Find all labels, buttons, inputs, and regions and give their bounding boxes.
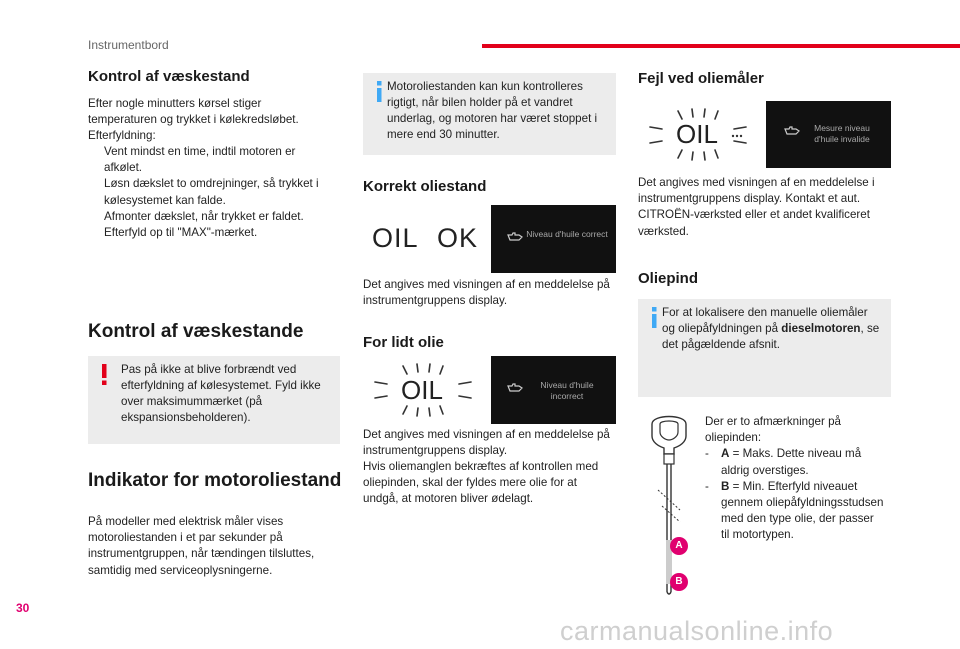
cluster-message: Niveau d'huile correct [526,229,608,239]
dipstick-intro: Der er to afmærkninger på oliepinden: [705,415,841,445]
list-item: Efterfyld op til "MAX"-mærket. [104,226,258,240]
marker-b: B [670,573,688,591]
info-box-oil-check [363,73,616,155]
gauge-fault-indicator [638,101,766,168]
low-oil-text-1: Det angives med visningen af en meddelelse på instrumentgruppens display. [363,428,610,458]
header-accent-bar [482,44,960,48]
low-oil-text-2: Hvis oliemanglen bekræftes af kontrollen med oliepinden, skal der fyldes mere olie for at undgå, at motoren bliver ødelagt. [363,460,599,506]
oil-ok-display-panel [363,205,616,273]
footer-watermark: carmanualsonline.info [560,616,834,646]
oil-label: OIL [401,375,443,405]
ok-label: OK [437,223,479,253]
warning-text: Pas på ikke at blive forbrændt ved efterfyldning af kølesystemet. Fyld ikke over maksimummærket (på ekspansionsbeholderen). [121,363,321,424]
cluster-message: Mesure niveau d'huile invalide [814,123,870,144]
dipstick-markings [705,414,885,544]
marker-a: A [670,537,688,555]
warning-icon [94,362,116,386]
dipstick-info-text: For at lokalisere den manuelle oliemåler og oliepåfyldningen på dieselmotoren, se det pågældende afsnit. [662,306,880,351]
refill-label: Efterfyldning: [88,129,156,142]
dipstick-illustration [640,410,700,600]
info-box-dipstick [638,299,891,397]
section-title-gauge-fault: Fejl ved oliemåler [638,70,764,87]
oil-can-icon [507,231,523,243]
list-item: Afmonter dækslet, når trykket er faldet. [104,209,304,223]
cluster-message: Niveau d'huile incorrect [540,380,594,401]
section-title-fluid-levels: Kontrol af væskestande [88,321,304,342]
list-item: Vent mindst en time, indtil motoren er afkølet. [104,145,296,175]
info-text: Motoroliestanden kan kun kontrolleres rigtigt, når bilen holder på et vandret underlag, og motoren har været stoppet i mere end 30 minutter. [387,80,598,141]
correct-level-text: Det angives med visningen af en meddelelse på instrumentgruppens display. [363,278,610,308]
section-title-correct-level: Korrekt oliestand [363,178,487,195]
gauge-fault-display-panel [638,101,891,168]
fluid-check-intro: Efter nogle minutters kørsel stiger temperaturen og trykket i kølekredsløbet. [88,97,299,127]
refill-steps [88,144,328,241]
page-number: 30 [16,601,30,615]
oil-label: OIL [372,223,419,253]
section-title-dipstick: Oliepind [638,270,698,287]
section-header: Instrumentbord [88,38,169,52]
section-title-low-oil: For lidt olie [363,334,444,351]
oil-ok-indicator [363,205,491,273]
warning-box [88,356,340,444]
gauge-fault-text: Det angives med visningen af en meddelelse i instrumentgruppens display. Kontakt et aut. CITROËN-værksted eller et andet kvalificeret værksted. [638,176,875,238]
list-item: - A = Maks. Dette niveau må aldrig overstiges. [705,447,862,477]
low-oil-display-panel [363,356,616,424]
list-item: Løsn dækslet to omdrejninger, så trykket i kølesystemet kan falde. [104,177,319,207]
oil-can-icon [507,382,523,394]
oil-can-icon [784,125,800,137]
low-oil-indicator [363,356,491,424]
oil-indicator-text: På modeller med elektrisk måler vises motoroliestanden i et par sekunder på instrumentgruppen, når tændingen tilsluttes, samtidig med serviceoplysningerne. [88,515,315,577]
section-title-oil-indicator: Indikator for motoroliestand [88,470,342,491]
oil-label: OIL [676,119,718,149]
list-item: - B = Min. Efterfyld niveauet gennem oliepåfyldningsstudsen med den type olie, der passer til motortypen. [705,479,884,542]
section-title-fluid-check: Kontrol af væskestand [88,68,250,85]
